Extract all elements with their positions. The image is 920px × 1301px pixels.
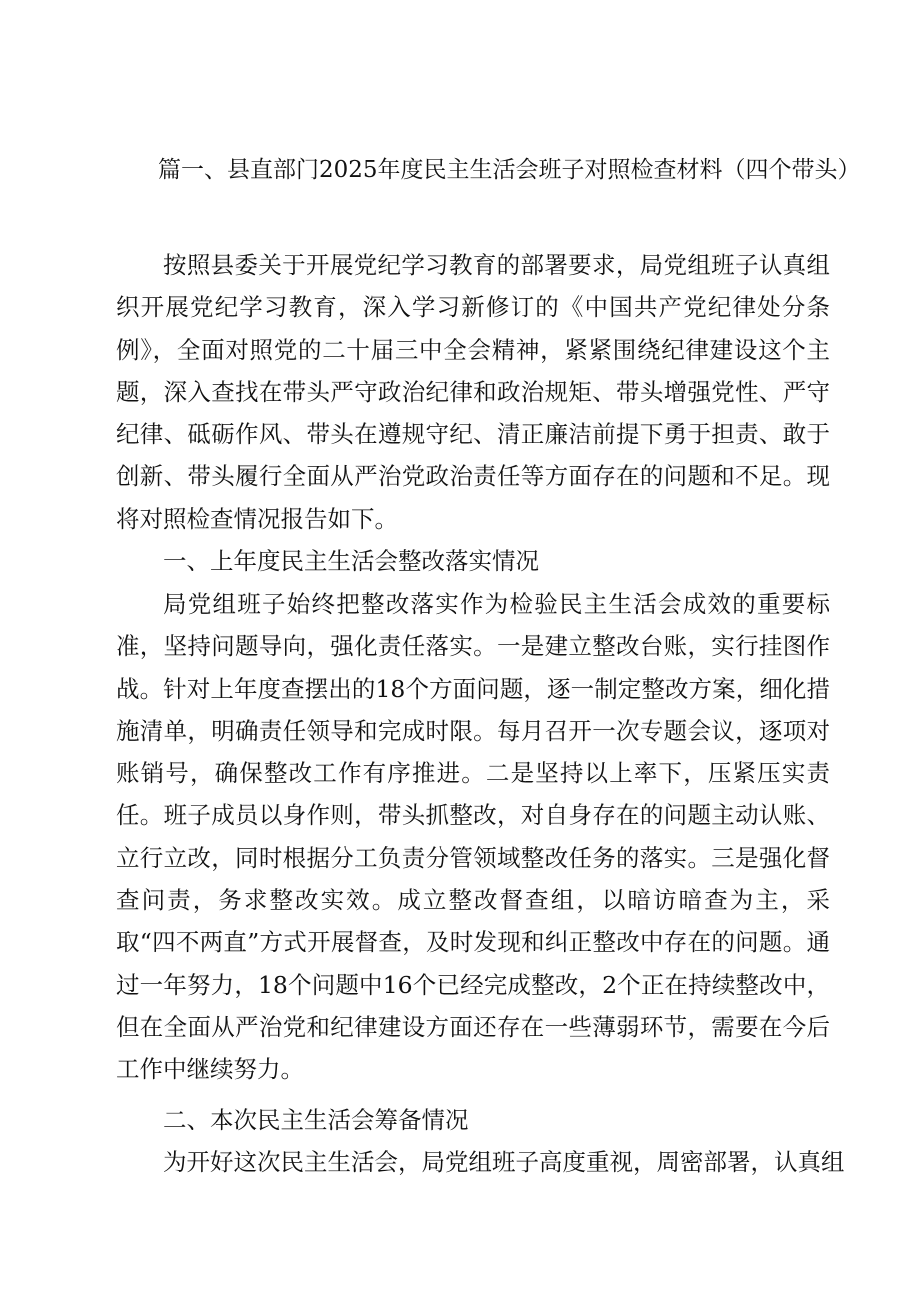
section-2-paragraph: 为开好这次民主生活会，局党组班子高度重视，周密部署，认真组 bbox=[163, 1148, 845, 1176]
document-title: 篇一、县直部门2025年度民主生活会班子对照检查材料（四个带头） bbox=[158, 157, 861, 183]
section-1-paragraph: 局党组班子始终把整改落实作为检验民主生活会成效的重要标准，坚持问题导向，强化责任落实。一是建立整改台账，实行挂图作战。针对上年度查摆出的18个方面问题，逐一制定整改方案，细化措施清单，明确责任领导和完成时限。每月召开一次专题会议，逐项对账销号，确保整改工作有序推进。二是坚持以上率下，压紧压实责任。班子成员以身作则，带头抓整改，对自身存在的问题主动认账、立行立改，同时根据分工负责分管领域整改任务的落实。三是强化督查问责，务求整改实效。成立整改督查组，以暗访暗查为主，采取“四不两直”方式开展督查，及时发现和纠正整改中存在的问题。通过一年努力，18个问题中16个已经完成整改，2个正在持续整改中，但在全面从严治党和纪律建设方面还存在一些薄弱环节，需要在今后工作中继续努力。 bbox=[116, 590, 830, 1084]
intro-paragraph: 按照县委关于开展党纪学习教育的部署要求，局党组班子认真组织开展党纪学习教育，深入学习新修订的《中国共产党纪律处分条例》，全面对照党的二十届三中全会精神，紧紧围绕纪律建设这个主题，深入查找在带头严守政治纪律和政治规矩、带头增强党性、严守纪律、砥砺作风、带头在遵规守纪、清正廉洁前提下勇于担责、敢于创新、带头履行全面从严治党政治责任等方面存在的问题和不足。现将对照检查情况报告如下。 bbox=[116, 251, 830, 533]
section-heading-1: 一、上年度民主生活会整改落实情况 bbox=[163, 547, 539, 575]
section-heading-2: 二、本次民主生活会筹备情况 bbox=[163, 1106, 469, 1134]
